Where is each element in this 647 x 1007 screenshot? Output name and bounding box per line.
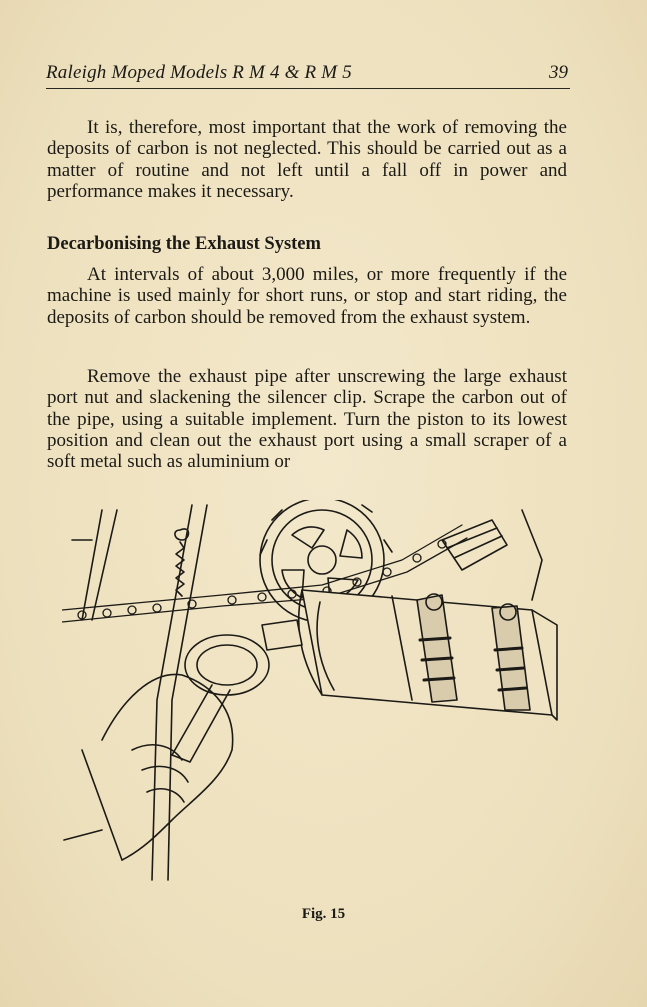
frame-tubes-drawing [72,505,207,880]
silencer-clip-drawing [442,510,542,600]
exhaust-decarbonising-illustration [62,500,562,890]
running-header [46,60,570,89]
running-title: Raleigh Moped Models R M 4 & R M 5 [46,62,352,83]
page-number: 39 [549,62,568,83]
figure-caption: Fig. 15 [301,906,346,922]
hand-with-scraper-drawing [64,620,302,860]
paragraph-3: Remove the exhaust pipe after unscrewing the large exhaust port nut and slackening the silencer clip. Scrape the carbon out of the pipe, using a suitable implement. Turn the piston to its lowest position and clean out the exhaust port using a small scraper of a soft metal such as aluminium or [47,366,567,473]
paragraph-1: It is, therefore, most important that the work of removing the deposits of carbon is not neglected. This should be carried out as a matter of routine and not left until a fall off in power and performance makes it necessary. [47,117,567,202]
paragraph-2: At intervals of about 3,000 miles, or more frequently if the machine is used mainly for short runs, or stop and start riding, the deposits of carbon should be removed from the exhaust system. [47,264,567,328]
section-heading: Decarbonising the Exhaust System [47,234,321,254]
silencer-drawing [299,590,557,720]
